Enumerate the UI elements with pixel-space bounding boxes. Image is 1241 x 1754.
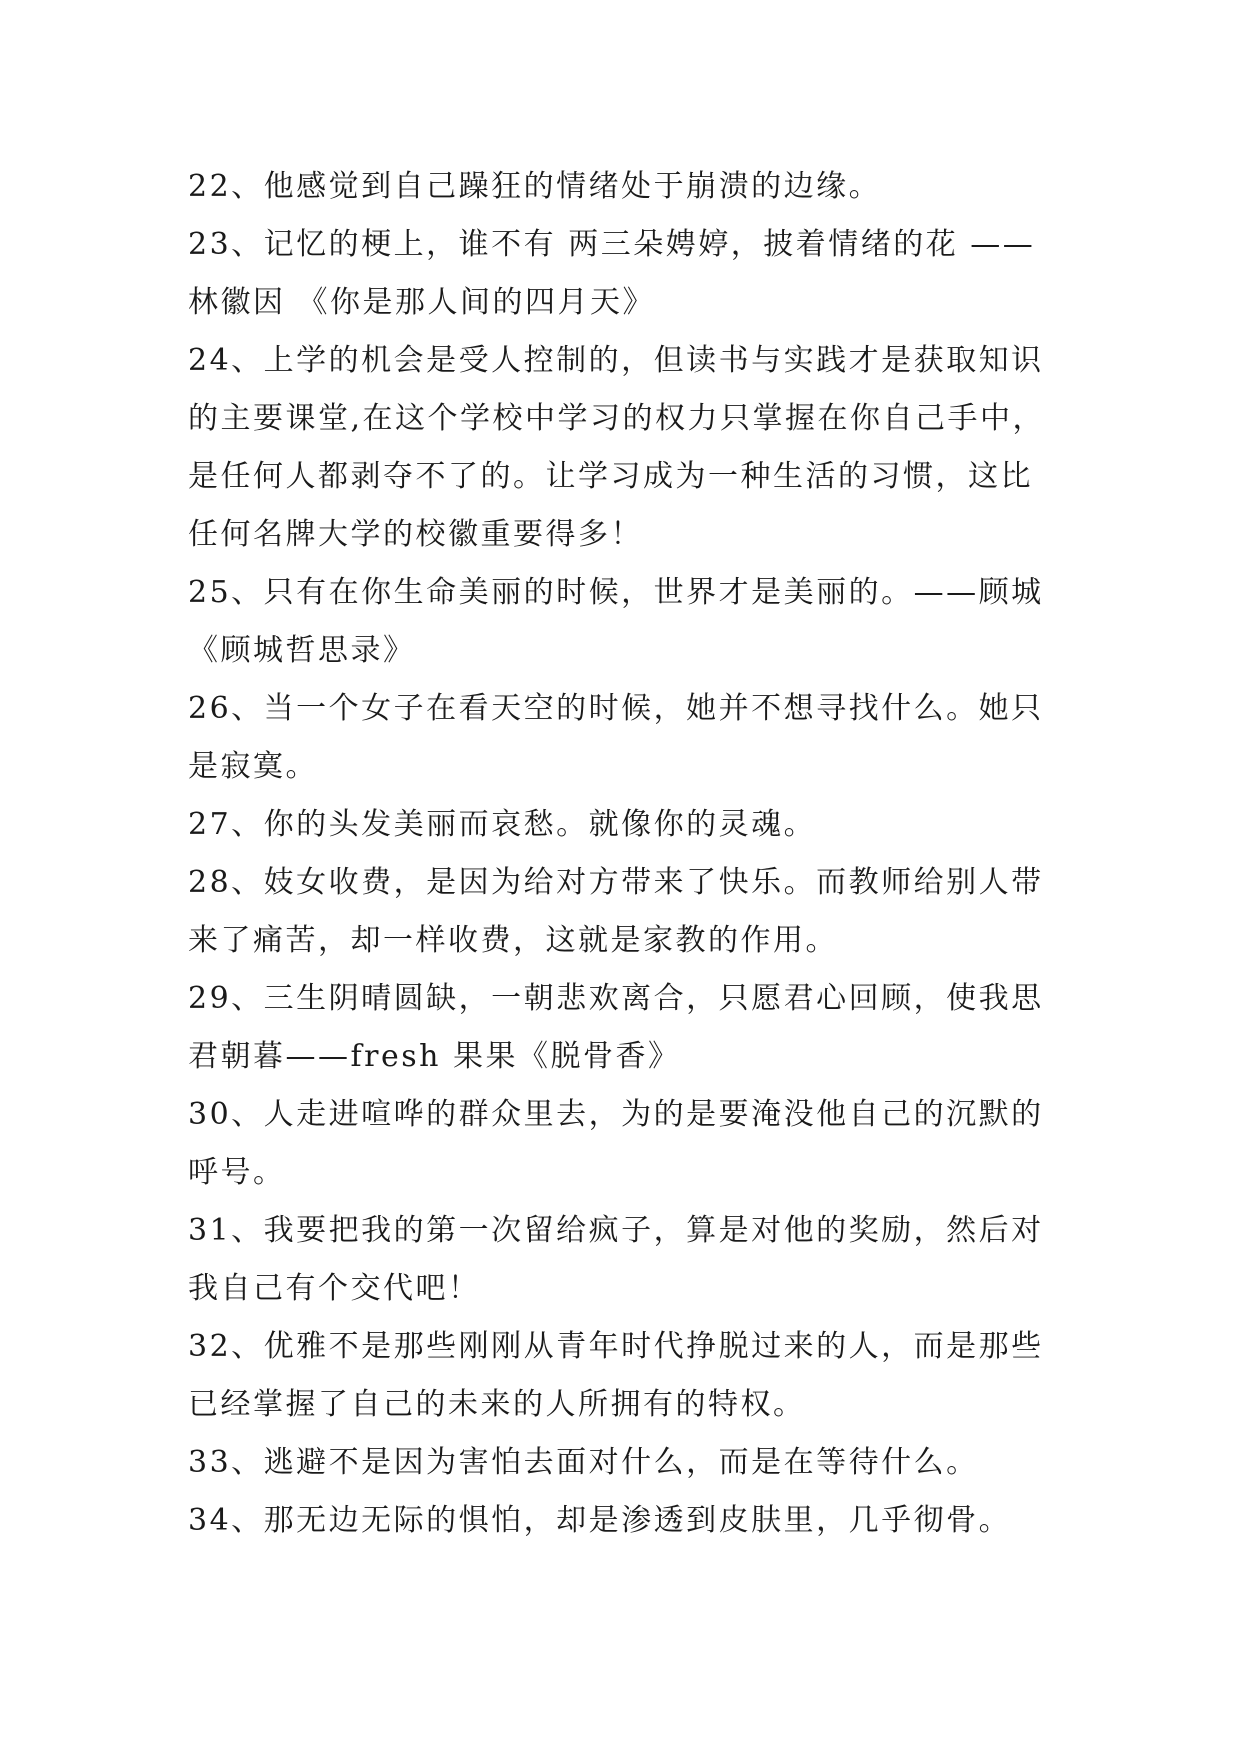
text-line: 26、当一个女子在看天空的时候，她并不想寻找什么。她只 xyxy=(188,691,1044,726)
text-line: 来了痛苦，却一样收费，这就是家教的作用。 xyxy=(188,923,838,958)
text-line: 34、那无边无际的惧怕，却是渗透到皮肤里，几乎彻骨。 xyxy=(188,1503,1012,1538)
text-line: 28、妓女收费，是因为给对方带来了快乐。而教师给别人带 xyxy=(188,865,1044,900)
text-line: 31、我要把我的第一次留给疯子，算是对他的奖励，然后对 xyxy=(188,1213,1044,1248)
text-line: 27、你的头发美丽而哀愁。就像你的灵魂。 xyxy=(188,807,817,842)
text-line: 的主要课堂,在这个学校中学习的权力只掌握在你自己手中， xyxy=(188,401,1046,436)
text-line: 32、优雅不是那些刚刚从青年时代挣脱过来的人，而是那些 xyxy=(188,1329,1044,1364)
text-line: 《顾城哲思录》 xyxy=(188,633,416,668)
text-line: 君朝暮——fresh 果果《脱骨香》 xyxy=(188,1039,681,1074)
text-line: 是寂寞。 xyxy=(188,749,318,784)
text-line: 33、逃避不是因为害怕去面对什么，而是在等待什么。 xyxy=(188,1445,979,1480)
text-line: 任何名牌大学的校徽重要得多！ xyxy=(188,517,643,552)
text-line: 24、上学的机会是受人控制的，但读书与实践才是获取知识 xyxy=(188,343,1044,378)
text-line: 已经掌握了自己的未来的人所拥有的特权。 xyxy=(188,1387,806,1422)
text-line: 23、记忆的梗上，谁不有 两三朵娉婷，披着情绪的花 —— xyxy=(188,227,1036,262)
document-body xyxy=(188,158,1050,1550)
text-line: 30、人走进喧哗的群众里去，为的是要淹没他自己的沉默的 xyxy=(188,1097,1044,1132)
text-line: 林徽因 《你是那人间的四月天》 xyxy=(188,285,656,320)
text-line: 25、只有在你生命美丽的时候，世界才是美丽的。——顾城 xyxy=(188,575,1044,610)
text-line: 是任何人都剥夺不了的。让学习成为一种生活的习惯，这比 xyxy=(188,459,1033,494)
text-line: 22、他感觉到自己躁狂的情绪处于崩溃的边缘。 xyxy=(188,169,882,204)
text-line: 呼号。 xyxy=(188,1155,286,1190)
text-line: 29、三生阴晴圆缺，一朝悲欢离合，只愿君心回顾，使我思 xyxy=(188,981,1044,1016)
text-line: 我自己有个交代吧！ xyxy=(188,1271,481,1306)
